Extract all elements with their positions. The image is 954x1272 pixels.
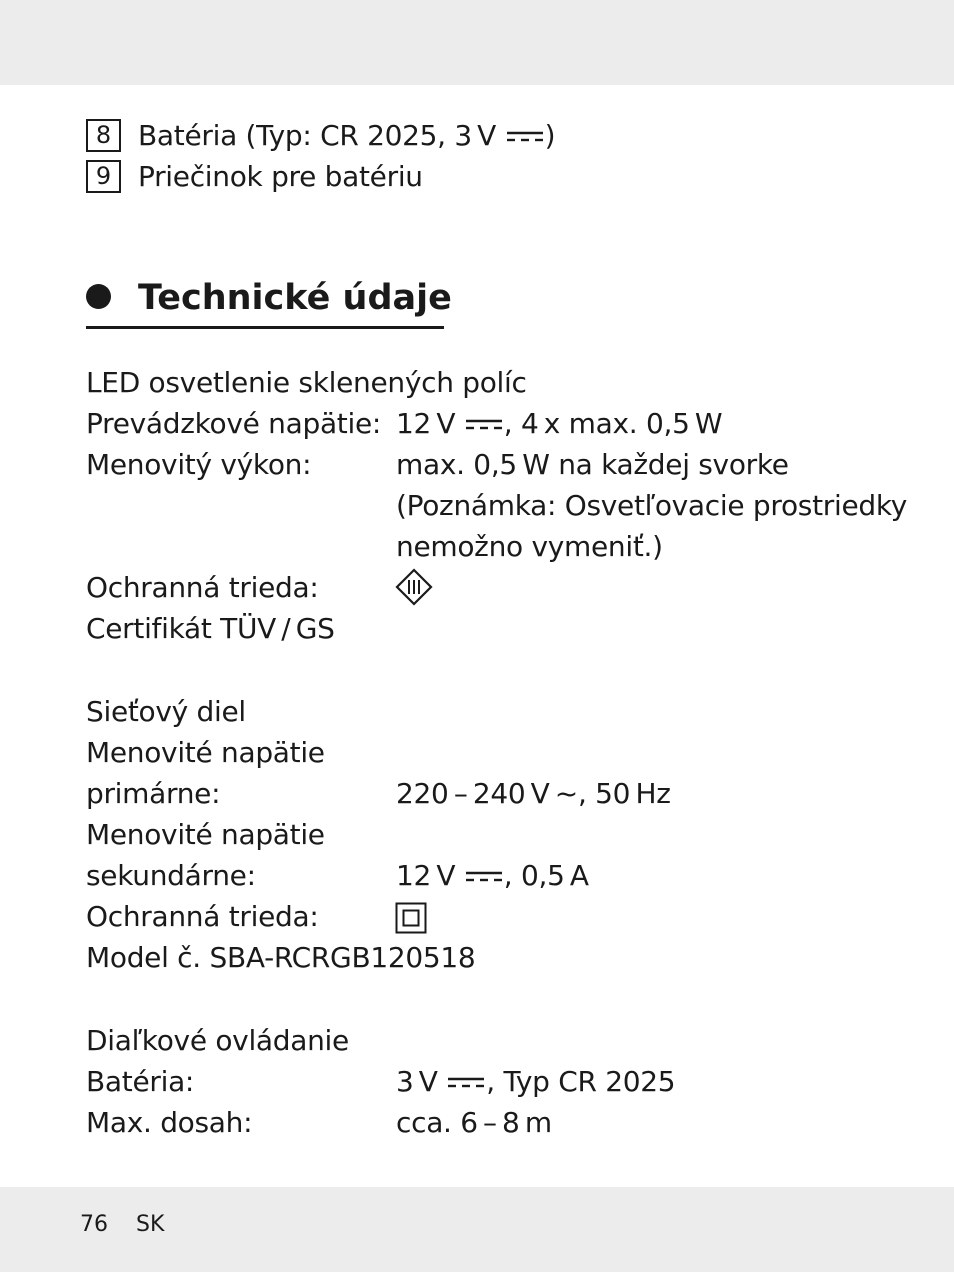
secondary-value — [396, 859, 589, 893]
power-supply-title: Sieťový diel — [86, 695, 246, 728]
protection-class-ii-icon — [395, 902, 427, 934]
top-band — [0, 0, 954, 85]
section-heading — [86, 278, 452, 329]
operating-voltage-value — [396, 407, 722, 441]
power-label: Menovitý výkon: — [86, 448, 312, 481]
current-text: , 0,5 A — [503, 859, 589, 892]
protection-class-iii-icon — [395, 568, 433, 606]
power-text: , 4 x max. 0,5 W — [503, 407, 723, 440]
section-title: Technické údaje — [138, 278, 452, 318]
dc-symbol-icon — [466, 418, 502, 432]
model-number: Model č. SBA-RCRGB120518 — [86, 941, 476, 974]
dc-symbol-icon — [448, 1076, 484, 1090]
voltage-text: 12 V — [396, 859, 464, 892]
secondary-label-1: Menovité napätie — [86, 818, 325, 851]
psu-protection-class-label: Ochranná trieda: — [86, 900, 319, 933]
item-number-box: 8 — [86, 119, 121, 152]
remote-battery-value — [396, 1065, 675, 1099]
power-value-line-1: max. 0,5 W na každej svorke — [396, 448, 789, 481]
range-label: Max. dosah: — [86, 1106, 253, 1139]
page-number: 76 — [80, 1212, 108, 1237]
protection-class-label: Ochranná trieda: — [86, 571, 319, 604]
primary-label-1: Menovité napätie — [86, 736, 325, 769]
item-battery-close: ) — [544, 119, 556, 152]
bullet-icon — [86, 284, 111, 309]
secondary-label-2: sekundárne: — [86, 859, 256, 892]
led-title: LED osvetlenie sklenených políc — [86, 366, 527, 399]
item-battery-compartment: Priečinok pre batériu — [138, 160, 423, 193]
item-number-box: 9 — [86, 160, 121, 193]
dc-symbol-icon — [507, 130, 543, 144]
primary-label-2: primárne: — [86, 777, 221, 810]
battery-type-text: , Typ CR 2025 — [486, 1065, 676, 1098]
primary-value: 220 – 240 V ~, 50 Hz — [396, 777, 671, 810]
certificate: Certifikát TÜV / GS — [86, 612, 335, 645]
voltage-text: 12 V — [396, 407, 464, 440]
operating-voltage-label: Prevádzkové napätie: — [86, 407, 382, 440]
language-code: SK — [136, 1212, 165, 1237]
item-battery-text: Batéria (Typ: CR 2025, 3 V — [138, 119, 505, 152]
range-value: cca. 6 – 8 m — [396, 1106, 552, 1139]
remote-title: Diaľkové ovládanie — [86, 1024, 349, 1057]
power-value-line-2: (Poznámka: Osvetľovacie prostriedky — [396, 489, 908, 522]
item-battery — [138, 119, 555, 153]
remote-battery-label: Batéria: — [86, 1065, 195, 1098]
power-value-line-3: nemožno vymeniť.) — [396, 530, 663, 563]
dc-symbol-icon — [466, 870, 502, 884]
voltage-text: 3 V — [396, 1065, 447, 1098]
